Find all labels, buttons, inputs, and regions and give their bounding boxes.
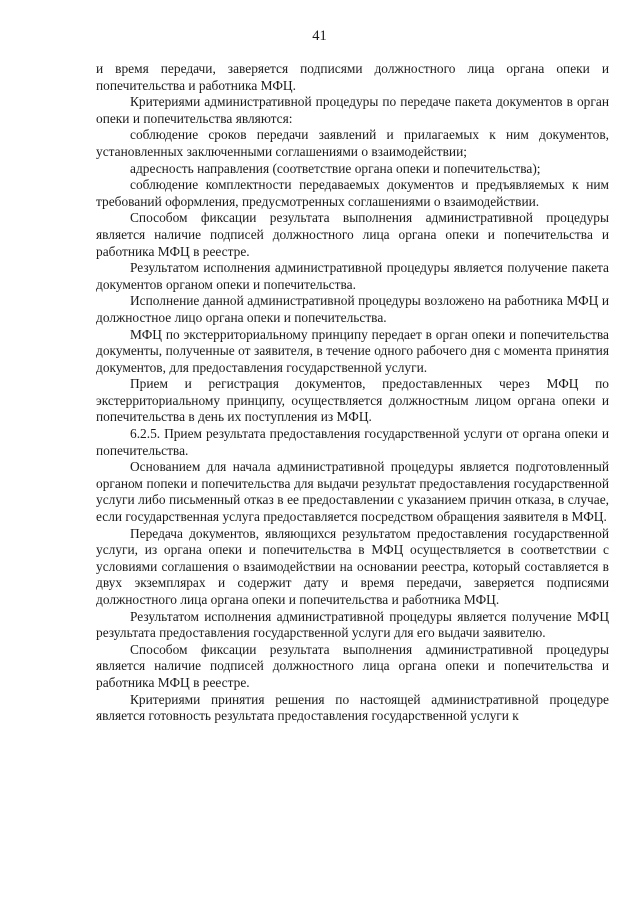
paragraph: соблюдение сроков передачи заявлений и прилагаемых к ним документов, установленных заключенными соглашениями о взаимодействии;	[96, 127, 609, 159]
paragraph: Исполнение данной административной процедуры возложено на работника МФЦ и должностное лицо органа опеки и попечительства.	[96, 293, 609, 325]
paragraph: Прием и регистрация документов, предоставленных через МФЦ по экстерриториальному принципу, осуществляется должностным лицом органа опеки и попечительства в день их поступления из МФЦ.	[96, 376, 609, 425]
paragraph: соблюдение комплектности передаваемых документов и предъявляемых к ним требований оформления, предусмотренных соглашениями о взаимодействии.	[96, 177, 609, 209]
paragraph: Способом фиксации результата выполнения административной процедуры является наличие подписей должностного лица органа опеки и попечительства и работника МФЦ в реестре.	[96, 210, 609, 259]
paragraph: адресность направления (соответствие органа опеки и попечительства);	[130, 160, 541, 176]
paragraph: Способом фиксации результата выполнения административной процедуры является наличие подписей должностного лица органа опеки и попечительства и работника МФЦ в реестре.	[96, 641, 609, 690]
paragraph: Критериями административной процедуры по передаче пакета документов в орган опеки и попечительства являются:	[96, 94, 609, 126]
paragraph: Критериями принятия решения по настоящей административной процедуре является готовность результата предоставления государственной услуги к	[96, 691, 609, 724]
paragraph: и время передачи, заверяется подписями должностного лица органа опеки и попечительства и работника МФЦ.	[96, 61, 609, 93]
page-number: 41	[312, 28, 327, 44]
paragraph: Результатом исполнения административной процедуры является получение пакета документов органом опеки и попечительства.	[96, 260, 609, 292]
section-heading: 6.2.5. Прием результата предоставления государственной услуги от органа опеки и попечительства.	[96, 426, 609, 458]
document-body	[96, 61, 609, 725]
paragraph: МФЦ по экстерриториальному принципу передает в орган опеки и попечительства документы, полученные от заявителя, в течение одного рабочего дня с момента принятия документов, для предоставления государственной услуги.	[96, 326, 609, 375]
paragraph: Основанием для начала административной процедуры является подготовленный органом попеки и попечительства для выдачи результат предоставления государственной услуги либо письменный отказ в ее предоставлении с указанием причин отказа, в случае, если государственная услуга предоставляется посредством обращения заявителя в МФЦ.	[96, 459, 609, 525]
paragraph: Передача документов, являющихся результатом предоставления государственной услуги, из органа опеки и попечительства в МФЦ осуществляется в соответствии с условиями соглашения о взаимодействии на основании реестра, который составляется в двух экземплярах и содержит дату и время передачи, заверяется подписями должностного лица органа опеки и попечительства и работника МФЦ.	[96, 525, 609, 607]
paragraph: Результатом исполнения административной процедуры является получение МФЦ результата предоставления государственной услуги для его выдачи заявителю.	[96, 608, 609, 641]
